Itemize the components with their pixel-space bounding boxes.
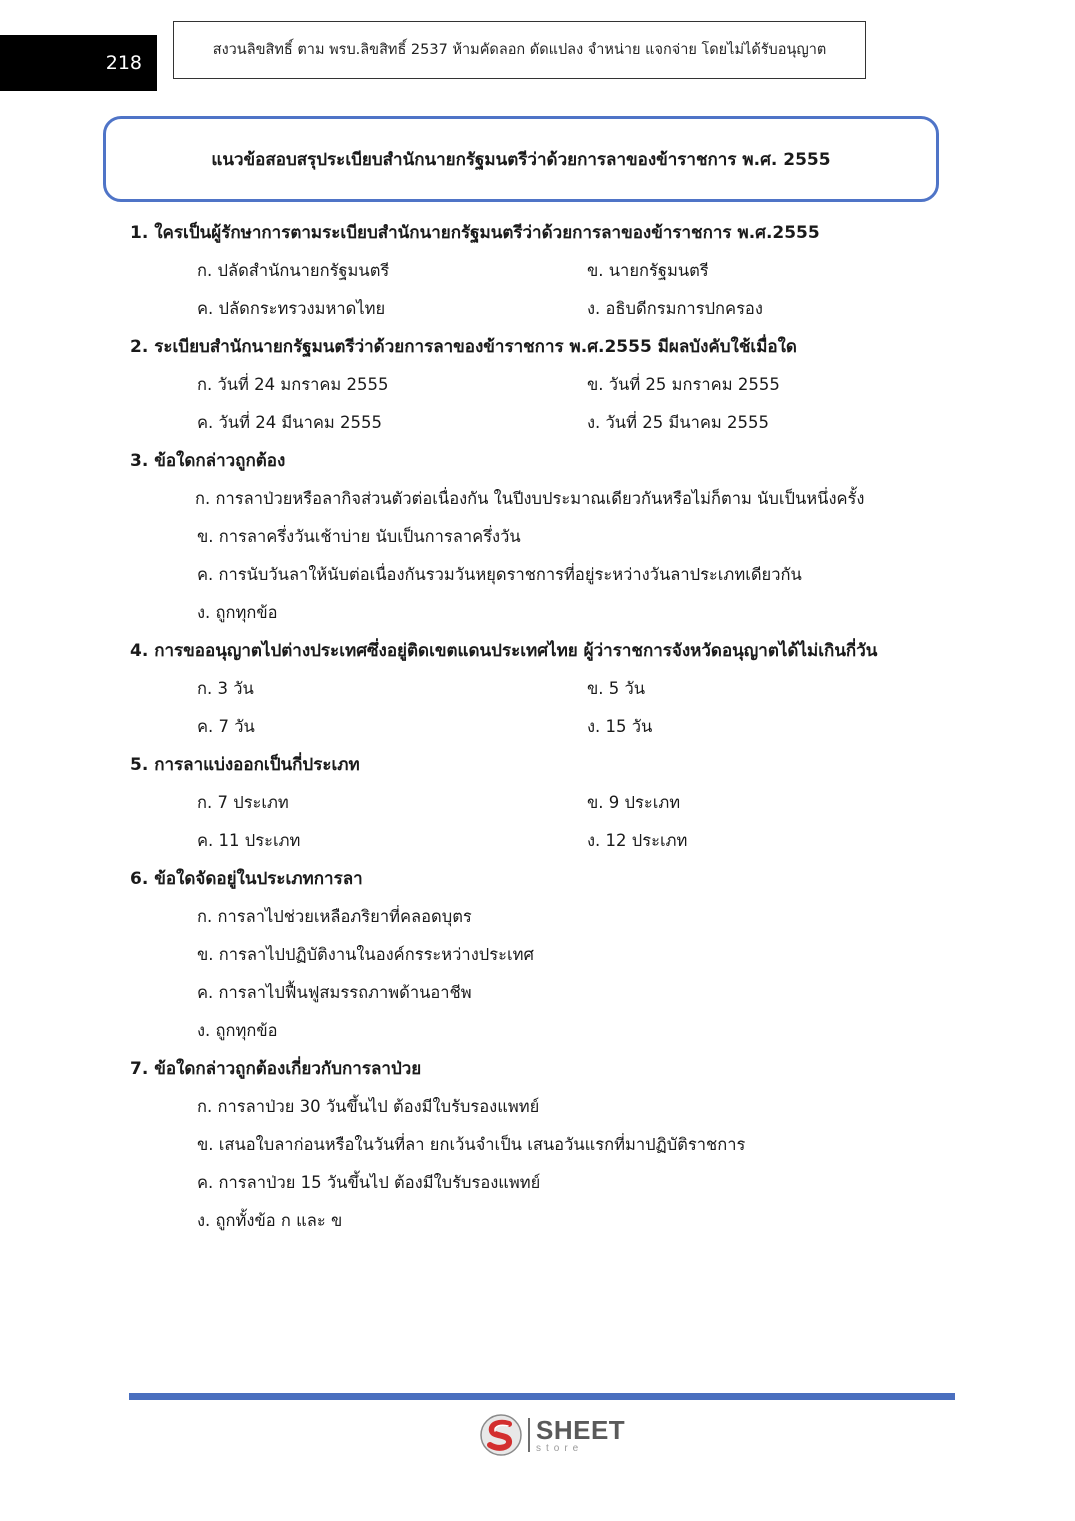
question-2-option-b: ข. วันที่ 25 มกราคม 2555 [587,375,780,394]
logo-divider [528,1418,530,1452]
logo-text [536,1414,626,1454]
question-6-option-b: ข. การลาไปปฏิบัติงานในองค์กรระหว่างประเทศ [197,945,534,964]
question-5-option-a: ก. 7 ประเภท [197,793,289,812]
question-list [130,214,920,1240]
question-6-option-c: ค. การลาไปฟื้นฟูสมรรถภาพด้านอาชีพ [197,983,472,1002]
question-4-options-row-2 [130,708,920,746]
question-6-option-a: ก. การลาไปช่วยเหลือภริยาที่คลอดบุตร [197,907,472,926]
question-1-options-row-2 [130,290,920,328]
question-2-option-d: ง. วันที่ 25 มีนาคม 2555 [587,413,770,432]
question-1-option-c: ค. ปลัดกระทรวงมหาดไทย [197,299,386,318]
question-2-option-a: ก. วันที่ 24 มกราคม 2555 [197,375,389,394]
question-1: 1. ใครเป็นผู้รักษาการตามระเบียบสำนักนายกรัฐมนตรีว่าด้วยการลาของข้าราชการ พ.ศ.2555 [130,223,820,243]
sheet-store-logo-icon [478,1412,524,1458]
question-1-options-row-1 [130,252,920,290]
question-1-option-b: ข. นายกรัฐมนตรี [587,261,709,280]
question-4: 4. การขออนุญาตไปต่างประเทศซึ่งอยู่ติดเขตแดนประเทศไทย ผู้ว่าราชการจังหวัดอนุญาตได้ไม่เกินกี่วัน [130,641,878,661]
question-2-options-row-1 [130,366,920,404]
copyright-notice: สงวนลิขสิทธิ์ ตาม พรบ.ลิขสิทธิ์ 2537 ห้ามคัดลอก ดัดแปลง จำหน่าย แจกจ่าย โดยไม่ได้รับอนุญาต [173,21,866,79]
question-6-option-d: ง. ถูกทุกข้อ [197,1021,278,1040]
question-5-option-c: ค. 11 ประเภท [197,831,301,850]
question-4-option-c: ค. 7 วัน [197,717,255,736]
question-4-option-a: ก. 3 วัน [197,679,254,698]
sheet-store-logo [478,1411,628,1459]
question-4-option-d: ง. 15 วัน [587,717,653,736]
question-6: 6. ข้อใดจัดอยู่ในประเภทการลา [130,869,363,889]
question-7-option-c: ค. การลาป่วย 15 วันขึ้นไป ต้องมีใบรับรองแพทย์ [197,1173,541,1192]
question-2-option-c: ค. วันที่ 24 มีนาคม 2555 [197,413,383,432]
question-7-option-d: ง. ถูกทั้งข้อ ก และ ข [197,1211,343,1230]
question-2: 2. ระเบียบสำนักนายกรัฐมนตรีว่าด้วยการลาของข้าราชการ พ.ศ.2555 มีผลบังคับใช้เมื่อใด [130,337,797,357]
question-5-options-row-2 [130,822,920,860]
page-title: แนวข้อสอบสรุประเบียบสำนักนายกรัฐมนตรีว่าด้วยการลาของข้าราชการ พ.ศ. 2555 [211,149,831,170]
logo-subtext: store [536,1442,584,1454]
question-5-option-d: ง. 12 ประเภท [587,831,688,850]
question-1-option-a: ก. ปลัดสำนักนายกรัฐมนตรี [197,261,390,280]
question-3-option-b: ข. การลาครึ่งวันเช้าบ่าย นับเป็นการลาครึ่งวัน [197,527,521,546]
question-3: 3. ข้อใดกล่าวถูกต้อง [130,451,286,471]
question-5-options-row-1 [130,784,920,822]
page-title-box [103,116,939,202]
question-3-option-c: ค. การนับวันลาให้นับต่อเนื่องกันรวมวันหยุดราชการที่อยู่ระหว่างวันลาประเภทเดียวกัน [197,565,802,584]
question-3-option-a: ก. การลาป่วยหรือลากิจส่วนตัวต่อเนื่องกัน ในปีงบประมาณเดียวกันหรือไม่ก็ตาม นับเป็นหนึ่งครั้ง [195,489,865,508]
question-3-option-d: ง. ถูกทุกข้อ [197,603,278,622]
question-4-options-row-1 [130,670,920,708]
question-7-option-a: ก. การลาป่วย 30 วันขึ้นไป ต้องมีใบรับรองแพทย์ [197,1097,540,1116]
logo-word: SHEET [536,1414,626,1445]
question-5-option-b: ข. 9 ประเภท [587,793,681,812]
question-7: 7. ข้อใดกล่าวถูกต้องเกี่ยวกับการลาป่วย [130,1059,422,1079]
page-number: 218 [0,35,157,91]
question-2-options-row-2 [130,404,920,442]
question-1-option-d: ง. อธิบดีกรมการปกครอง [587,299,763,318]
question-4-option-b: ข. 5 วัน [587,679,646,698]
footer-rule [129,1393,955,1400]
question-5: 5. การลาแบ่งออกเป็นกี่ประเภท [130,755,360,775]
question-7-option-b: ข. เสนอใบลาก่อนหรือในวันที่ลา ยกเว้นจำเป็น เสนอวันแรกที่มาปฏิบัติราชการ [197,1135,746,1154]
